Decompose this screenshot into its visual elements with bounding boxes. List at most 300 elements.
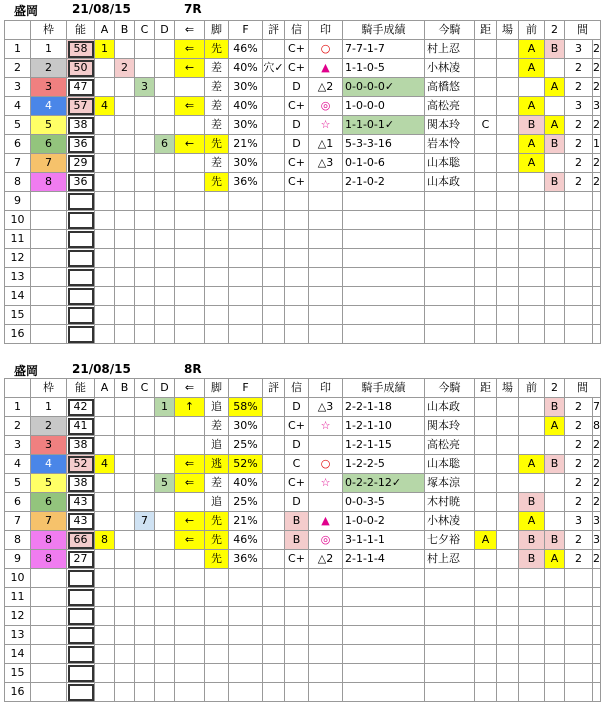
cell-shin: C+ (285, 550, 309, 569)
cell-b (115, 493, 135, 512)
cell-ni: B (545, 173, 565, 192)
cell-m1 (565, 645, 593, 664)
cell-ni (545, 474, 565, 493)
cell-waku: 2 (31, 417, 67, 436)
cell-c (135, 192, 155, 211)
cell-shin (285, 645, 309, 664)
cell-arrow (175, 78, 205, 97)
row-number: 6 (5, 493, 31, 512)
cell-m1 (565, 626, 593, 645)
cell-m2 (593, 230, 601, 249)
cell-ni: A (545, 116, 565, 135)
cell-f: 40% (229, 59, 263, 78)
cell-jockey (425, 249, 475, 268)
cell-kyaku (205, 645, 229, 664)
cell-f (229, 683, 263, 702)
cell-seiseki: 2-1-1-4 (343, 550, 425, 569)
cell-m2: 2 (593, 436, 601, 455)
cell-hyo (263, 626, 285, 645)
table-row (5, 626, 601, 645)
cell-kyori (475, 230, 497, 249)
cell-shin: C (285, 455, 309, 474)
cell-a (95, 607, 115, 626)
cell-c (135, 59, 155, 78)
cell-seiseki (343, 664, 425, 683)
table-row (5, 398, 601, 417)
cell-m2: 2 (593, 455, 601, 474)
cell-mark (309, 588, 343, 607)
cell-a (95, 211, 115, 230)
cell-kyaku: 追 (205, 398, 229, 417)
cell-m1 (565, 268, 593, 287)
header-cell: 今騎 (425, 379, 475, 398)
cell-ni: A (545, 417, 565, 436)
cell-waku (31, 325, 67, 344)
cell-nou: 38 (67, 436, 95, 455)
cell-hyo (263, 588, 285, 607)
cell-b (115, 230, 135, 249)
cell-m1 (565, 287, 593, 306)
header-cell: 間 (565, 379, 601, 398)
cell-d (155, 173, 175, 192)
cell-mark: △2 (309, 550, 343, 569)
cell-kyori (475, 626, 497, 645)
cell-nou: 43 (67, 512, 95, 531)
cell-m2: 2 (593, 59, 601, 78)
cell-m2: 2 (593, 474, 601, 493)
cell-d (155, 154, 175, 173)
cell-shin (285, 569, 309, 588)
cell-m2 (593, 325, 601, 344)
header-cell (5, 21, 31, 40)
row-number: 3 (5, 436, 31, 455)
cell-mark (309, 268, 343, 287)
cell-mae (519, 588, 545, 607)
cell-kyori (475, 97, 497, 116)
cell-kyaku: 先 (205, 550, 229, 569)
cell-kyori: A (475, 531, 497, 550)
cell-arrow (175, 306, 205, 325)
cell-kyaku (205, 569, 229, 588)
cell-mae (519, 417, 545, 436)
cell-ba (497, 211, 519, 230)
cell-m1: 2 (565, 455, 593, 474)
cell-mae: B (519, 116, 545, 135)
cell-jockey (425, 645, 475, 664)
cell-c (135, 645, 155, 664)
cell-mae (519, 173, 545, 192)
cell-nou: 36 (67, 173, 95, 192)
table-row (5, 588, 601, 607)
cell-jockey: 高松亮 (425, 97, 475, 116)
cell-mae: A (519, 59, 545, 78)
cell-shin (285, 268, 309, 287)
cell-mark (309, 436, 343, 455)
cell-mark (309, 645, 343, 664)
table-row (5, 664, 601, 683)
cell-mark (309, 325, 343, 344)
row-number: 3 (5, 78, 31, 97)
row-number: 4 (5, 455, 31, 474)
race-date: 21/08/15 (72, 362, 131, 376)
cell-ba (497, 78, 519, 97)
row-number: 7 (5, 512, 31, 531)
cell-mae (519, 287, 545, 306)
cell-m1 (565, 325, 593, 344)
table-row (5, 173, 601, 192)
cell-m1: 2 (565, 436, 593, 455)
table-row (5, 417, 601, 436)
cell-d (155, 268, 175, 287)
cell-shin (285, 306, 309, 325)
cell-mae (519, 325, 545, 344)
cell-seiseki (343, 287, 425, 306)
cell-ni: B (545, 455, 565, 474)
race-date: 21/08/15 (72, 2, 131, 16)
cell-hyo (263, 325, 285, 344)
cell-mae (519, 249, 545, 268)
cell-hyo (263, 683, 285, 702)
cell-f: 46% (229, 40, 263, 59)
cell-ba (497, 249, 519, 268)
cell-a (95, 287, 115, 306)
cell-kyaku (205, 683, 229, 702)
row-number: 12 (5, 607, 31, 626)
cell-c (135, 306, 155, 325)
cell-nou: 58 (67, 40, 95, 59)
cell-mark (309, 626, 343, 645)
cell-b (115, 626, 135, 645)
cell-c (135, 116, 155, 135)
cell-kyori (475, 588, 497, 607)
cell-shin (285, 230, 309, 249)
cell-f (229, 607, 263, 626)
cell-f (229, 569, 263, 588)
cell-waku: 6 (31, 493, 67, 512)
cell-jockey: 村上忍 (425, 40, 475, 59)
row-number: 14 (5, 645, 31, 664)
cell-arrow (175, 154, 205, 173)
cell-ba (497, 59, 519, 78)
cell-m2: 2 (593, 154, 601, 173)
cell-d (155, 211, 175, 230)
cell-waku: 8 (31, 550, 67, 569)
cell-kyaku: 先 (205, 512, 229, 531)
cell-shin (285, 683, 309, 702)
header-cell: 脚 (205, 21, 229, 40)
cell-kyaku (205, 306, 229, 325)
cell-c (135, 664, 155, 683)
cell-nou (67, 268, 95, 287)
cell-waku (31, 645, 67, 664)
cell-ni (545, 230, 565, 249)
cell-kyaku: 逃 (205, 455, 229, 474)
cell-arrow (175, 417, 205, 436)
cell-nou (67, 211, 95, 230)
cell-seiseki: 2-2-1-18 (343, 398, 425, 417)
row-number: 7 (5, 154, 31, 173)
cell-kyori (475, 645, 497, 664)
cell-arrow (175, 287, 205, 306)
cell-b (115, 40, 135, 59)
cell-ni (545, 154, 565, 173)
cell-f (229, 325, 263, 344)
header-cell: 2 (545, 379, 565, 398)
cell-f (229, 588, 263, 607)
cell-ba (497, 116, 519, 135)
cell-c (135, 626, 155, 645)
cell-mark (309, 173, 343, 192)
cell-ni (545, 249, 565, 268)
cell-m1: 2 (565, 78, 593, 97)
cell-a (95, 512, 115, 531)
cell-b (115, 249, 135, 268)
cell-ba (497, 192, 519, 211)
cell-mae (519, 569, 545, 588)
cell-mark: ○ (309, 455, 343, 474)
cell-m1: 2 (565, 531, 593, 550)
cell-ni (545, 664, 565, 683)
header-row (5, 21, 601, 40)
cell-ba (497, 493, 519, 512)
cell-m2 (593, 683, 601, 702)
cell-jockey: 小林凌 (425, 59, 475, 78)
table-row (5, 116, 601, 135)
table-row (5, 192, 601, 211)
row-number: 9 (5, 550, 31, 569)
cell-hyo (263, 417, 285, 436)
cell-mark (309, 569, 343, 588)
cell-mae (519, 664, 545, 683)
cell-m2: 7 (593, 398, 601, 417)
cell-m2 (593, 664, 601, 683)
cell-b (115, 455, 135, 474)
cell-mae: A (519, 455, 545, 474)
row-number: 11 (5, 230, 31, 249)
cell-d (155, 97, 175, 116)
cell-shin: D (285, 436, 309, 455)
cell-m2: 3 (593, 531, 601, 550)
cell-mae: A (519, 40, 545, 59)
cell-m1: 2 (565, 550, 593, 569)
cell-hyo (263, 116, 285, 135)
cell-f: 21% (229, 512, 263, 531)
cell-jockey: 高松亮 (425, 436, 475, 455)
header-cell: 枠 (31, 379, 67, 398)
cell-mark: ▲ (309, 512, 343, 531)
header-cell: ⇐ (175, 21, 205, 40)
cell-kyaku (205, 626, 229, 645)
cell-arrow (175, 436, 205, 455)
cell-b: 2 (115, 59, 135, 78)
cell-waku (31, 230, 67, 249)
cell-mae (519, 78, 545, 97)
row-number: 8 (5, 531, 31, 550)
cell-seiseki: 7-7-1-7 (343, 40, 425, 59)
cell-hyo (263, 607, 285, 626)
cell-seiseki: 1-1-0-1✓ (343, 116, 425, 135)
cell-c (135, 135, 155, 154)
header-cell: A (95, 379, 115, 398)
cell-m2: 8 (593, 417, 601, 436)
header-cell: 距 (475, 21, 497, 40)
cell-ni (545, 607, 565, 626)
cell-kyaku (205, 211, 229, 230)
row-number: 13 (5, 626, 31, 645)
cell-m1 (565, 664, 593, 683)
cell-a (95, 626, 115, 645)
cell-c (135, 268, 155, 287)
cell-mark (309, 287, 343, 306)
cell-nou (67, 664, 95, 683)
cell-mark: ▲ (309, 59, 343, 78)
cell-nou (67, 626, 95, 645)
cell-hyo (263, 211, 285, 230)
cell-mark: △3 (309, 154, 343, 173)
cell-b (115, 645, 135, 664)
cell-mark (309, 607, 343, 626)
cell-arrow (175, 211, 205, 230)
cell-jockey: 七夕裕 (425, 531, 475, 550)
cell-ba (497, 607, 519, 626)
table-row (5, 249, 601, 268)
cell-shin: C+ (285, 173, 309, 192)
cell-a (95, 325, 115, 344)
cell-waku: 1 (31, 398, 67, 417)
cell-f: 30% (229, 154, 263, 173)
table-row (5, 531, 601, 550)
cell-b (115, 531, 135, 550)
cell-hyo (263, 664, 285, 683)
cell-nou (67, 683, 95, 702)
cell-b (115, 268, 135, 287)
row-number: 2 (5, 59, 31, 78)
cell-waku: 5 (31, 116, 67, 135)
cell-seiseki: 1-2-1-15 (343, 436, 425, 455)
cell-b (115, 306, 135, 325)
cell-b (115, 550, 135, 569)
cell-m2 (593, 249, 601, 268)
cell-c: 7 (135, 512, 155, 531)
table-row (5, 230, 601, 249)
cell-waku: 2 (31, 59, 67, 78)
cell-kyori (475, 550, 497, 569)
cell-c (135, 683, 155, 702)
cell-m1 (565, 683, 593, 702)
cell-seiseki (343, 325, 425, 344)
cell-hyo (263, 230, 285, 249)
cell-kyori (475, 135, 497, 154)
header-cell: 印 (309, 21, 343, 40)
cell-kyori (475, 249, 497, 268)
cell-f (229, 192, 263, 211)
cell-f: 58% (229, 398, 263, 417)
cell-ba (497, 287, 519, 306)
cell-d: 1 (155, 398, 175, 417)
cell-m1: 3 (565, 97, 593, 116)
cell-waku (31, 626, 67, 645)
cell-jockey: 高橋悠 (425, 78, 475, 97)
cell-kyaku: 先 (205, 40, 229, 59)
cell-nou (67, 230, 95, 249)
cell-f: 30% (229, 417, 263, 436)
cell-d (155, 531, 175, 550)
cell-kyaku: 差 (205, 116, 229, 135)
cell-waku (31, 192, 67, 211)
cell-jockey: 山本政 (425, 173, 475, 192)
cell-b (115, 78, 135, 97)
cell-mae (519, 626, 545, 645)
header-cell: D (155, 379, 175, 398)
cell-seiseki (343, 626, 425, 645)
table-row (5, 154, 601, 173)
cell-d (155, 645, 175, 664)
table-row (5, 268, 601, 287)
cell-arrow (175, 192, 205, 211)
cell-jockey: 小林凌 (425, 512, 475, 531)
cell-arrow (175, 249, 205, 268)
cell-c (135, 474, 155, 493)
cell-ba (497, 455, 519, 474)
cell-m2 (593, 626, 601, 645)
cell-kyori (475, 398, 497, 417)
cell-arrow (175, 588, 205, 607)
cell-kyori (475, 325, 497, 344)
row-number: 5 (5, 474, 31, 493)
cell-d (155, 550, 175, 569)
row-number: 1 (5, 398, 31, 417)
header-cell: 枠 (31, 21, 67, 40)
cell-jockey (425, 683, 475, 702)
cell-m2 (593, 645, 601, 664)
cell-hyo (263, 474, 285, 493)
cell-m2 (593, 268, 601, 287)
cell-ba (497, 325, 519, 344)
cell-hyo (263, 531, 285, 550)
cell-waku: 6 (31, 135, 67, 154)
row-number: 1 (5, 40, 31, 59)
cell-nou: 29 (67, 154, 95, 173)
cell-mae: B (519, 531, 545, 550)
cell-kyori (475, 512, 497, 531)
header-cell: 信 (285, 21, 309, 40)
cell-waku (31, 588, 67, 607)
cell-shin: C+ (285, 59, 309, 78)
cell-seiseki (343, 607, 425, 626)
cell-jockey (425, 287, 475, 306)
cell-mae (519, 211, 545, 230)
cell-kyaku: 差 (205, 59, 229, 78)
cell-jockey (425, 325, 475, 344)
table-row (5, 97, 601, 116)
cell-kyori (475, 154, 497, 173)
cell-a (95, 116, 115, 135)
cell-kyaku: 差 (205, 417, 229, 436)
cell-jockey: 塚本涼 (425, 474, 475, 493)
cell-kyori (475, 664, 497, 683)
header-cell: 前 (519, 21, 545, 40)
cell-kyori (475, 40, 497, 59)
race-table (4, 20, 601, 344)
cell-m2: 2 (593, 173, 601, 192)
cell-kyori (475, 455, 497, 474)
cell-kyori (475, 569, 497, 588)
cell-d (155, 417, 175, 436)
cell-f (229, 211, 263, 230)
cell-shin (285, 325, 309, 344)
header-cell: 能 (67, 379, 95, 398)
cell-d (155, 287, 175, 306)
